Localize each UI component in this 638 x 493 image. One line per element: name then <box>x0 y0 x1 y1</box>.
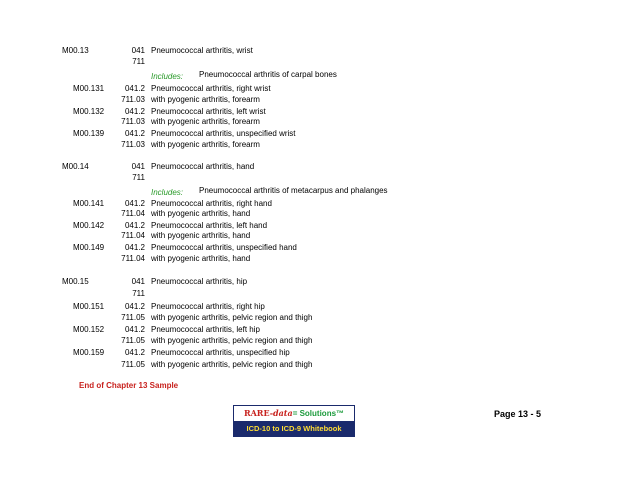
icd9-code: 711.03 <box>121 140 145 149</box>
icd10-subcode: M00.131 <box>73 84 105 93</box>
icd10-subcode: M00.132 <box>73 107 105 116</box>
code-description: with pyogenic arthritis, hand <box>151 231 251 240</box>
icd9-code: 041.2 <box>124 348 145 357</box>
icd10-code: M00.14 <box>62 162 89 171</box>
code-description: Pneumococcal arthritis, hand <box>151 162 255 171</box>
code-description: Pneumococcal arthritis, right wrist <box>151 84 271 93</box>
code-description: Pneumococcal arthritis, right hand <box>151 199 272 208</box>
icd10-subcode: M00.149 <box>73 243 105 252</box>
icd9-code: 041 <box>131 277 145 286</box>
code-description: with pyogenic arthritis, hand <box>151 209 251 218</box>
icd9-code: 711.03 <box>121 95 145 104</box>
icd10-subcode: M00.151 <box>73 302 105 311</box>
icd9-code: 711.03 <box>121 117 145 126</box>
icd9-code: 711 <box>132 57 145 66</box>
icd9-code: 711.04 <box>121 254 145 263</box>
icd9-code: 711 <box>132 289 145 298</box>
icd9-code: 041.2 <box>124 107 145 116</box>
logo-rare: RARE- <box>243 408 274 418</box>
icd9-code: 041 <box>131 162 145 171</box>
code-description: with pyogenic arthritis, hand <box>151 254 251 263</box>
includes-label: Includes: <box>151 72 184 81</box>
icd9-code: 041.2 <box>124 199 145 208</box>
icd9-code: 041.2 <box>124 243 145 252</box>
end-of-chapter-note: End of Chapter 13 Sample <box>79 381 179 390</box>
code-description: with pyogenic arthritis, pelvic region and thigh <box>151 336 313 345</box>
code-description: Pneumococcal arthritis, wrist <box>151 46 253 55</box>
icd9-code: 711.05 <box>121 313 145 322</box>
icd9-code: 041.2 <box>124 302 145 311</box>
code-description: Pneumococcal arthritis, unspecified wrist <box>151 129 296 138</box>
includes-text: Pneumococcal arthritis of metacarpus and phalanges <box>199 186 388 195</box>
icd9-code: 711.04 <box>121 231 145 240</box>
code-description: with pyogenic arthritis, forearm <box>151 140 260 149</box>
page-number: Page 13 - 5 <box>494 409 542 419</box>
code-description: Pneumococcal arthritis, left hand <box>151 221 268 230</box>
icd9-code: 711.04 <box>121 209 145 218</box>
logo-data: data <box>273 408 293 418</box>
icd9-code: 711.05 <box>121 360 145 369</box>
icd9-code: 041.2 <box>124 84 145 93</box>
logo-brand <box>234 406 354 421</box>
icd10-subcode: M00.152 <box>73 325 105 334</box>
code-description: Pneumococcal arthritis, left wrist <box>151 107 266 116</box>
includes-label: Includes: <box>151 188 184 197</box>
code-description: with pyogenic arthritis, forearm <box>151 117 260 126</box>
icd9-code: 041.2 <box>124 129 145 138</box>
code-description: Pneumococcal arthritis, unspecified hand <box>151 243 297 252</box>
icd10-subcode: M00.141 <box>73 199 105 208</box>
logo-subtitle: ICD-10 to ICD-9 Whitebook <box>234 421 354 436</box>
icd9-code: 041 <box>131 46 145 55</box>
rare-data-solutions-logo <box>233 405 355 437</box>
icd9-code: 711.05 <box>121 336 145 345</box>
icd10-code: M00.13 <box>62 46 89 55</box>
icd10-subcode: M00.139 <box>73 129 105 138</box>
code-description: Pneumococcal arthritis, hip <box>151 277 248 286</box>
code-description: Pneumococcal arthritis, right hip <box>151 302 265 311</box>
icd10-subcode: M00.159 <box>73 348 105 357</box>
code-description: with pyogenic arthritis, pelvic region and thigh <box>151 360 313 369</box>
icd9-code: 041.2 <box>124 325 145 334</box>
icd9-code: 711 <box>132 173 145 182</box>
code-description: Pneumococcal arthritis, unspecified hip <box>151 348 290 357</box>
includes-text: Pneumococcal arthritis of carpal bones <box>199 70 337 79</box>
logo-solutions: = Solutions™ <box>292 409 345 418</box>
code-description: with pyogenic arthritis, forearm <box>151 95 260 104</box>
icd9-code: 041.2 <box>124 221 145 230</box>
icd10-subcode: M00.142 <box>73 221 105 230</box>
icd10-code: M00.15 <box>62 277 89 286</box>
code-description: with pyogenic arthritis, pelvic region and thigh <box>151 313 313 322</box>
code-description: Pneumococcal arthritis, left hip <box>151 325 260 334</box>
